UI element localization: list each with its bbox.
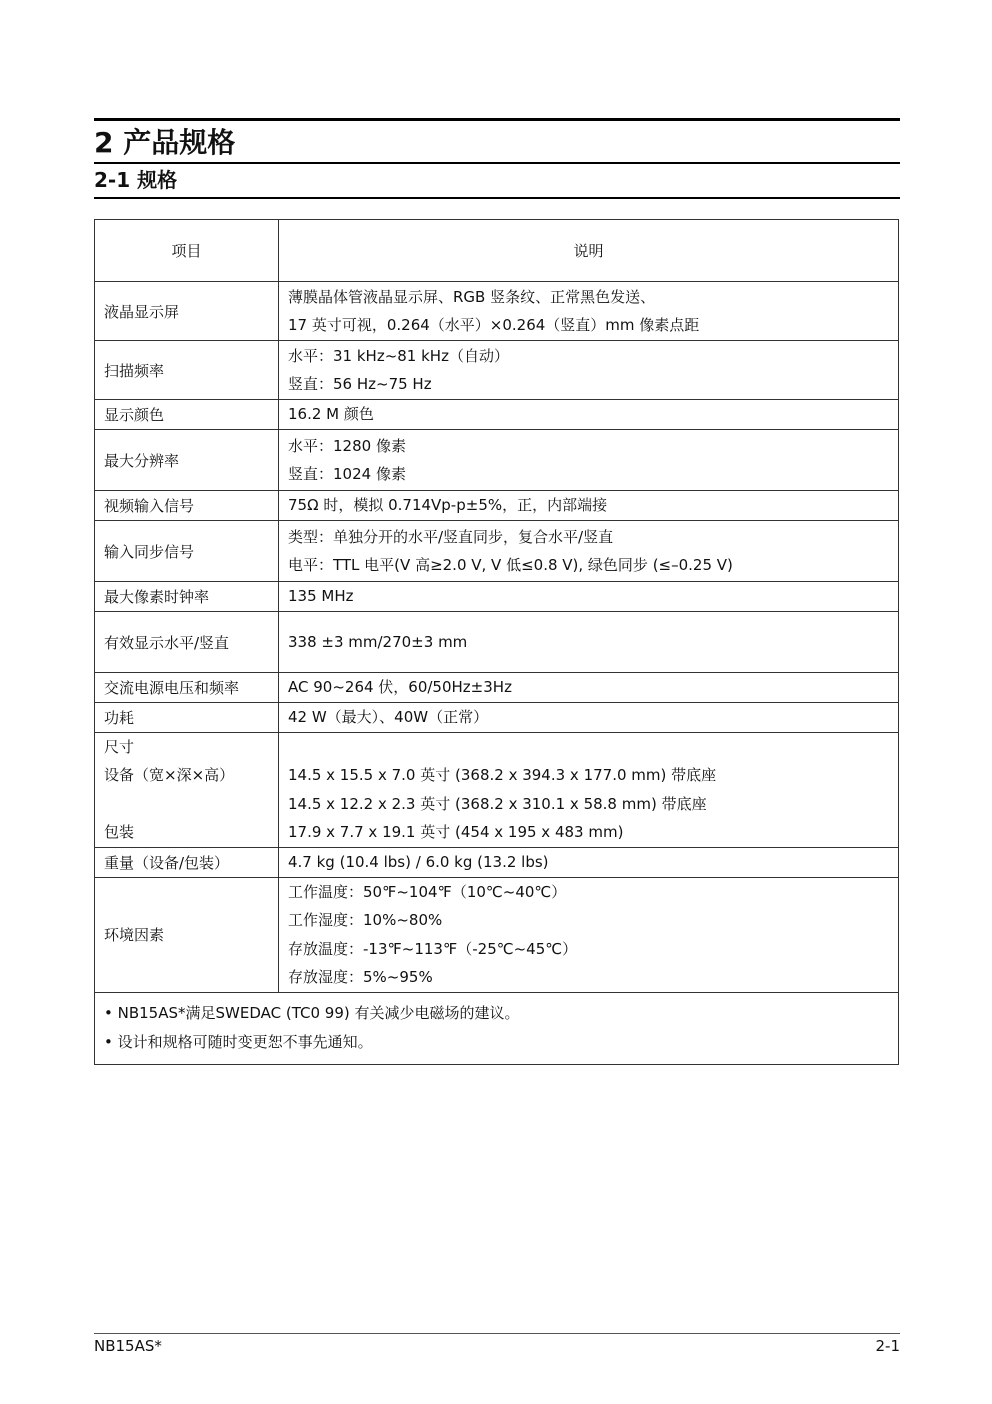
row-label: 视频输入信号 (95, 491, 279, 521)
row-value-line: 工作温度：50℉~104℉（10℃~40℃） (288, 882, 567, 901)
row-value (279, 521, 899, 582)
table-row (95, 673, 899, 703)
header-item: 项目 (95, 220, 279, 282)
row-value-line: 14.5 x 15.5 x 7.0 英寸 (368.2 x 394.3 x 177.0 mm) 带底座 (288, 766, 717, 784)
spacer (288, 733, 889, 762)
dimensions-title: 尺寸 (104, 737, 135, 756)
row-label: 功耗 (95, 703, 279, 733)
row-value-line: 竖直：1024 像素 (288, 465, 406, 483)
table-row (95, 582, 899, 612)
table-row (95, 282, 899, 341)
footer-rule (94, 1333, 900, 1334)
row-value-line: 存放温度：-13℉~113℉（-25℃~45℃） (288, 939, 578, 958)
row-label (95, 732, 279, 847)
table-row (95, 612, 899, 673)
row-value (279, 673, 899, 703)
notes-cell (95, 992, 899, 1064)
row-label: 最大像素时钟率 (95, 582, 279, 612)
row-value-line: AC 90~264 伏，60/50Hz±3Hz (288, 678, 512, 697)
footer-page-number: 2-1 (875, 1337, 900, 1355)
row-label: 有效显示水平/竖直 (95, 612, 279, 673)
table-row (95, 703, 899, 733)
row-label: 环境因素 (95, 877, 279, 992)
row-value-line: 17.9 x 7.7 x 19.1 英寸 (454 x 195 x 483 mm) (288, 823, 624, 841)
row-value-line: 类型：单独分开的水平/竖直同步，复合水平/竖直 (288, 527, 614, 546)
row-value (279, 847, 899, 877)
row-value (279, 703, 899, 733)
row-value-line: 电平：TTL 电平(V 高≥2.0 V, V 低≤0.8 V), 绿色同步 (≤–0.25 V) (288, 556, 733, 574)
row-value (279, 877, 899, 992)
row-label: 重量（设备/包装） (95, 847, 279, 877)
table-notes-row (95, 992, 899, 1064)
chapter-title: 2 产品规格 (94, 126, 236, 159)
row-value (279, 430, 899, 491)
table-row (95, 341, 899, 400)
dimensions-package-label: 包装 (104, 823, 135, 841)
row-value-line: 338 ±3 mm/270±3 mm (288, 632, 468, 651)
chapter-bottom-rule (94, 162, 900, 164)
row-value-line: 水平：1280 像素 (288, 436, 406, 455)
table-header-row (95, 220, 899, 282)
footer-model: NB15AS* (94, 1337, 162, 1355)
row-value (279, 282, 899, 341)
row-value (279, 582, 899, 612)
section-title: 2-1 规格 (94, 168, 178, 192)
chapter-top-rule (94, 118, 900, 121)
row-value-line: 14.5 x 12.2 x 2.3 英寸 (368.2 x 310.1 x 58.8 mm) 带底座 (288, 794, 707, 813)
table-row (95, 847, 899, 877)
row-label: 扫描频率 (95, 341, 279, 400)
note-line: • NB15AS*满足SWEDAC (TC0 99) 有关减少电磁场的建议。 (104, 1004, 520, 1022)
spacer (104, 790, 269, 819)
row-value (279, 341, 899, 400)
note-line: • 设计和规格可随时变更恕不事先通知。 (104, 1033, 373, 1051)
table-row (95, 521, 899, 582)
row-value (279, 612, 899, 673)
table-row-dimensions (95, 732, 899, 847)
spec-table (94, 219, 899, 1065)
table-row (95, 491, 899, 521)
row-value-line: 17 英寸可视，0.264（水平）×0.264（竖直）mm 像素点距 (288, 316, 700, 334)
row-value-line: 存放湿度：5%~95% (288, 968, 433, 986)
row-label: 最大分辨率 (95, 430, 279, 491)
row-label: 液晶显示屏 (95, 282, 279, 341)
row-value (279, 491, 899, 521)
header-description: 说明 (279, 220, 899, 282)
row-value-line: 薄膜晶体管液晶显示屏、RGB 竖条纹、正常黑色发送、 (288, 287, 656, 306)
row-label: 输入同步信号 (95, 521, 279, 582)
row-value-line: 竖直：56 Hz~75 Hz (288, 375, 432, 393)
row-value-line: 135 MHz (288, 587, 354, 606)
row-value (279, 732, 899, 847)
row-value-line: 16.2 M 颜色 (288, 405, 374, 424)
row-label: 显示颜色 (95, 400, 279, 430)
section-bottom-rule (94, 197, 900, 199)
table-row-environment (95, 877, 899, 992)
row-value (279, 400, 899, 430)
dimensions-device-label: 设备（宽×深×高） (104, 766, 235, 784)
row-value-line: 4.7 kg (10.4 lbs) / 6.0 kg (13.2 lbs) (288, 852, 549, 871)
row-label: 交流电源电压和频率 (95, 673, 279, 703)
row-value-line: 42 W（最大）、40W（正常） (288, 708, 489, 726)
row-value-line: 工作湿度：10%~80% (288, 911, 443, 929)
table-row (95, 430, 899, 491)
row-value-line: 75Ω 时，模拟 0.714Vp-p±5%，正，内部端接 (288, 496, 608, 515)
table-row (95, 400, 899, 430)
row-value-line: 水平：31 kHz~81 kHz（自动） (288, 346, 509, 365)
